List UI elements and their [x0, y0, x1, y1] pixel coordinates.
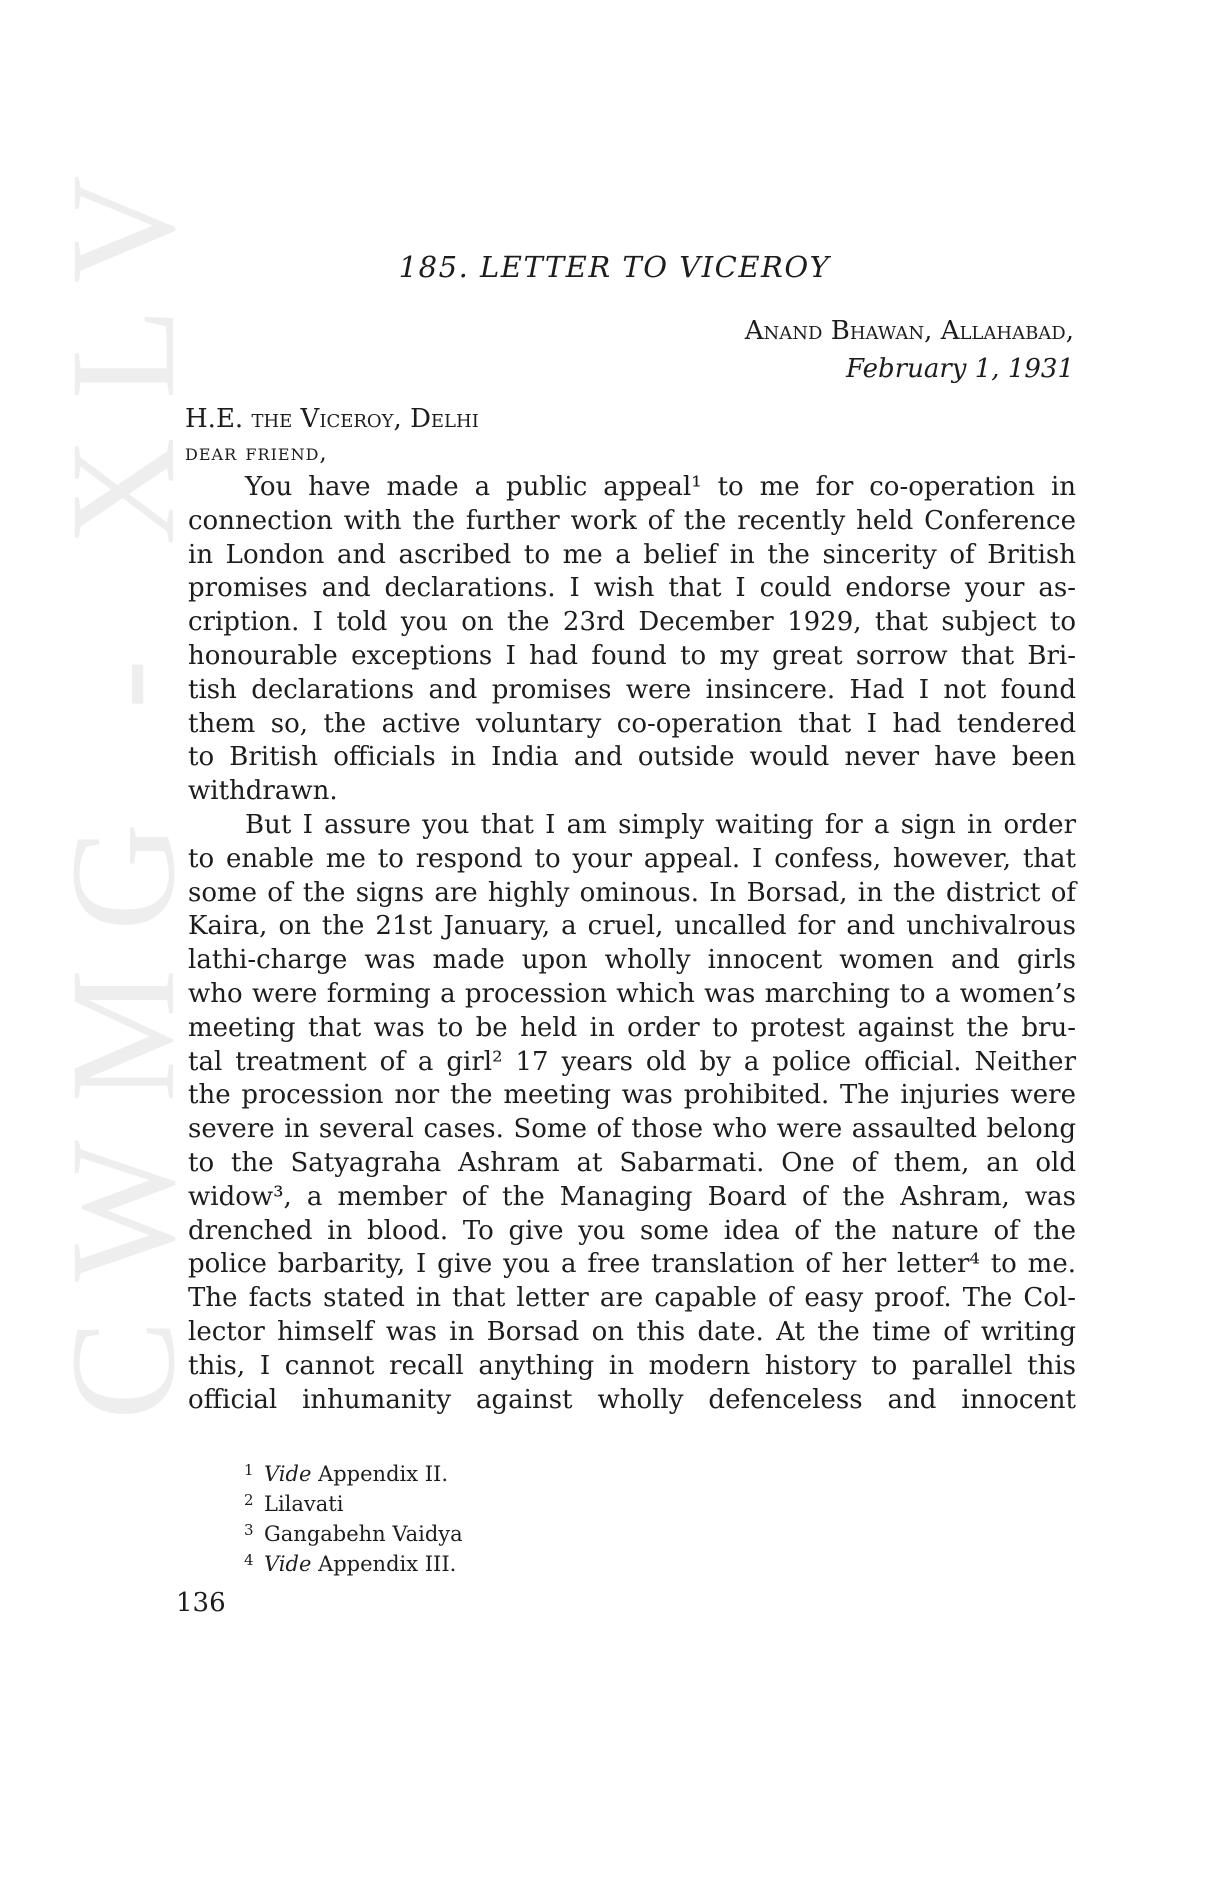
footnote [244, 1485, 463, 1515]
body-line: them so, the active voluntary co-operation that I had tendered [188, 708, 1076, 739]
body-line: official inhumanity against wholly defenceless and innocent [188, 1384, 1076, 1415]
body-line: lector himself was in Borsad on this date. At the time of writing [188, 1316, 1076, 1347]
body-line: honourable exceptions I had found to my great sorrow that Bri- [188, 640, 1076, 671]
footnote-text: Appendix III. [311, 1552, 457, 1576]
body-line: But I assure you that I am simply waiting for a sign in order [245, 809, 1076, 840]
body-line: police barbarity, I give you a free translation of her letter⁴ to me. [188, 1249, 1076, 1280]
body-line: who were forming a procession which was marching to a women’s [188, 978, 1076, 1009]
body-line: promises and declarations. I wish that I could endorse your as- [188, 573, 1076, 604]
body-line: to British officials in India and outside would never have been [188, 742, 1076, 773]
footnotes [244, 1455, 463, 1575]
footnote-number: 2 [244, 1491, 254, 1509]
body-line: drenched in blood. To give you some idea of the nature of the [188, 1215, 1076, 1246]
body-line: in London and ascribed to me a belief in the sincerity of British [188, 539, 1076, 570]
body-line: to the Satyagraha Ashram at Sabarmati. One of them, an old [188, 1147, 1076, 1178]
body-line: lathi-charge was made upon wholly innocent women and girls [188, 945, 1076, 976]
footnote [244, 1455, 463, 1485]
letter-title: 185. LETTER TO VICEROY [398, 250, 831, 284]
body-line: withdrawn. [188, 776, 338, 807]
letter-place: Anand Bhawan, Allahabad, [744, 316, 1074, 346]
body-line: Kaira, on the 21st January, a cruel, uncalled for and unchivalrous [188, 911, 1076, 942]
page-number: 136 [176, 1588, 226, 1618]
body-line: some of the signs are highly ominous. In Borsad, in the district of [188, 877, 1076, 908]
footnote-number: 1 [244, 1461, 254, 1479]
body-line: widow³, a member of the Managing Board of the Ashram, was [188, 1181, 1076, 1212]
body-line: cription. I told you on the 23rd December 1929, that subject to [188, 607, 1076, 638]
footnote-number: 4 [244, 1551, 254, 1569]
body-line: tish declarations and promises were insincere. Had I not found [188, 674, 1076, 705]
footnote-vide: Vide [264, 1462, 312, 1486]
footnote-text: Lilavati [264, 1492, 344, 1516]
letter-salutation: dear friend, [185, 440, 328, 466]
footnote-vide: Vide [264, 1552, 312, 1576]
letter-date: February 1, 1931 [846, 354, 1074, 384]
body-line: tal treatment of a girl² 17 years old by a police official. Neither [188, 1046, 1076, 1077]
body-line: You have made a public appeal¹ to me for co-operation in [245, 472, 1076, 502]
body-line: connection with the further work of the recently held Conference [188, 505, 1076, 536]
letter-body [188, 471, 1076, 1417]
body-line: The facts stated in that letter are capable of easy proof. The Col- [188, 1283, 1076, 1314]
footnote [244, 1515, 463, 1545]
body-line: this, I cannot recall anything in modern history to parallel this [188, 1350, 1076, 1381]
body-line: the procession nor the meeting was prohibited. The injuries were [188, 1080, 1076, 1111]
body-line: meeting that was to be held in order to protest against the bru- [188, 1012, 1076, 1043]
letter-addressee: H.E. the Viceroy, Delhi [185, 404, 479, 434]
footnote [244, 1545, 463, 1575]
footnote-text: Gangabehn Vaidya [264, 1522, 463, 1546]
body-line: to enable me to respond to your appeal. I confess, however, that [188, 843, 1076, 874]
footnote-text: Appendix II. [311, 1462, 449, 1486]
body-line: severe in several cases. Some of those who were assaulted belong [188, 1114, 1076, 1145]
footnote-number: 3 [244, 1521, 254, 1539]
watermark-text: CWMG - XLV [40, 137, 206, 1420]
